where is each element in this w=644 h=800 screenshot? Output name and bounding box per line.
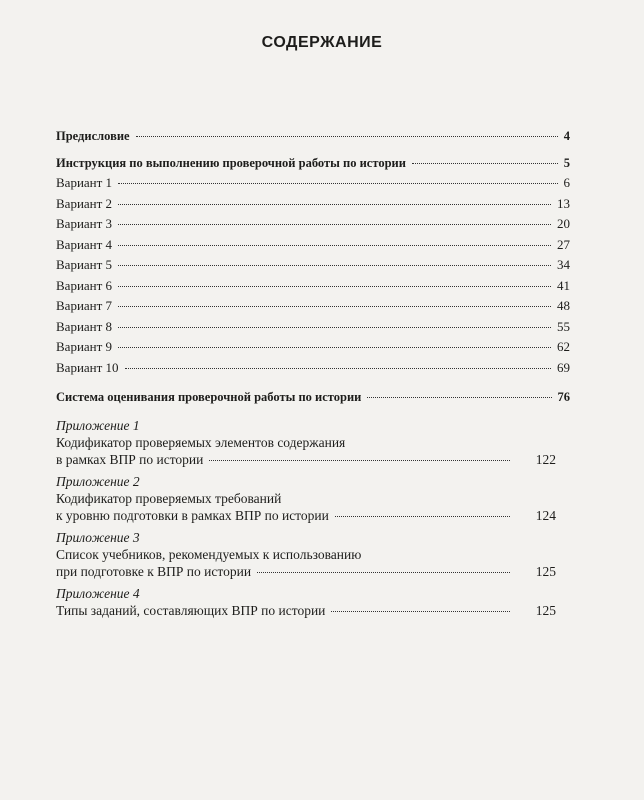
- toc-entry-page: 6: [563, 175, 570, 190]
- dot-leader: [118, 327, 551, 328]
- appendix-entry: [56, 473, 556, 524]
- toc-entry-label: Вариант 10: [56, 360, 119, 375]
- toc-entry-page: 41: [557, 278, 570, 293]
- toc-entry-page: 4: [563, 129, 570, 143]
- toc-entry: [56, 339, 570, 355]
- toc-entry: [56, 216, 570, 232]
- appendix-text-line: при подготовке к ВПР по истории: [56, 564, 252, 579]
- toc-entry-label: Вариант 5: [56, 257, 113, 272]
- dot-leader: [412, 163, 558, 164]
- page-title: СОДЕРЖАНИЕ: [261, 34, 383, 51]
- dot-leader: [209, 460, 510, 461]
- dot-leader: [118, 306, 551, 307]
- appendix-text-line: Кодификатор проверяемых требований: [56, 491, 282, 506]
- appendix-last-line: [56, 563, 556, 580]
- appendix-text-line: в рамках ВПР по истории: [56, 452, 204, 467]
- toc-entry-page: 34: [557, 257, 570, 272]
- dot-leader: [367, 397, 551, 398]
- appendix-text-line: Типы заданий, составляющих ВПР по истории: [56, 603, 326, 618]
- appendix-last-line: [56, 451, 556, 468]
- dot-leader: [118, 347, 551, 348]
- toc-entry: [56, 175, 570, 191]
- toc-entry: [56, 155, 570, 171]
- toc-entry-page: 5: [563, 156, 570, 170]
- toc-entry-label: Вариант 6: [56, 278, 113, 293]
- toc-entry: [56, 298, 570, 314]
- appendix-last-line: [56, 602, 556, 619]
- toc-entry: [56, 196, 570, 212]
- toc-entry-page: 20: [557, 216, 570, 231]
- appendix-caption: Приложение 1: [56, 418, 140, 433]
- toc-entry-label: Инструкция по выполнению проверочной работы по истории: [56, 156, 406, 170]
- toc-entry-page: 27: [557, 237, 570, 252]
- appendix-text-line: Список учебников, рекомендуемых к использованию: [56, 547, 362, 562]
- dot-leader: [136, 136, 558, 137]
- toc-entry: [56, 237, 570, 253]
- dot-leader: [335, 516, 510, 517]
- dot-leader: [125, 368, 551, 369]
- toc-entry-label: Вариант 7: [56, 298, 113, 313]
- toc-entry-label: Вариант 9: [56, 339, 113, 354]
- dot-leader: [118, 224, 551, 225]
- toc-entry-label: Вариант 2: [56, 196, 113, 211]
- appendix-entry: [56, 585, 556, 619]
- dot-leader: [118, 183, 557, 184]
- appendix-entry: [56, 529, 556, 580]
- appendix-page: 122: [535, 452, 556, 467]
- toc-entry: [56, 278, 570, 294]
- appendix-page: 124: [535, 508, 556, 523]
- appendix-text-line: к уровню подготовки в рамках ВПР по истории: [56, 508, 329, 523]
- dot-leader: [118, 265, 551, 266]
- toc-entry-label: Система оценивания проверочной работы по истории: [56, 390, 362, 404]
- appendix-page: 125: [535, 564, 556, 579]
- toc-entry-label: Вариант 4: [56, 237, 113, 252]
- toc-entry: [56, 389, 570, 405]
- toc-entry-label: Вариант 8: [56, 319, 113, 334]
- toc-entry-label: Вариант 3: [56, 216, 113, 231]
- toc-entry-page: 48: [557, 298, 570, 313]
- dot-leader: [118, 245, 551, 246]
- appendix-last-line: [56, 507, 556, 524]
- toc-entry-page: 76: [557, 390, 570, 404]
- toc-entry-page: 62: [557, 339, 570, 354]
- toc-entry-page: 13: [557, 196, 570, 211]
- appendix-caption: Приложение 3: [56, 530, 140, 545]
- appendix-entry: [56, 417, 556, 468]
- toc-entry-label: Предисловие: [56, 129, 130, 143]
- appendix-page: 125: [535, 603, 556, 618]
- dot-leader: [118, 286, 551, 287]
- toc-entry: [56, 257, 570, 273]
- toc-entry: [56, 128, 570, 144]
- dot-leader: [331, 611, 510, 612]
- toc-entry: [56, 360, 570, 376]
- appendix-caption: Приложение 4: [56, 586, 140, 601]
- dot-leader: [257, 572, 510, 573]
- toc-entry-label: Вариант 1: [56, 175, 113, 190]
- appendix-text-line: Кодификатор проверяемых элементов содержания: [56, 435, 346, 450]
- dot-leader: [118, 204, 551, 205]
- toc-entry: [56, 319, 570, 335]
- toc-entry-page: 55: [557, 319, 570, 334]
- appendix-caption: Приложение 2: [56, 474, 140, 489]
- toc-entry-page: 69: [557, 360, 570, 375]
